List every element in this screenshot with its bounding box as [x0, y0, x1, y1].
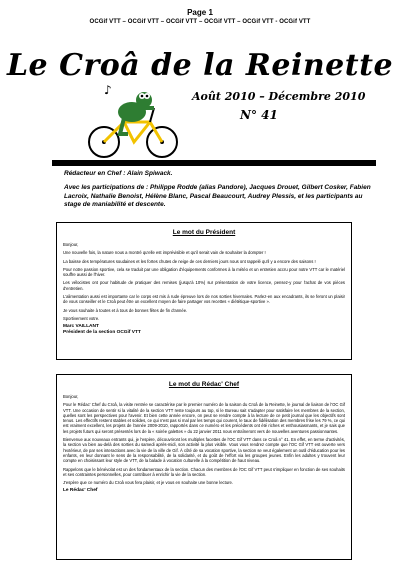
music-note-icon: ♪ [104, 83, 112, 97]
frog-cyclist-logo [84, 78, 184, 160]
issue-dates: Août 2010 – Décembre 2010 [192, 90, 366, 103]
header-divider [52, 160, 376, 166]
redac-message-title: Le mot du Rédac' Chef [168, 381, 240, 388]
president-message-body [57, 242, 351, 336]
president-message-title: Le mot du Président [172, 229, 236, 236]
newsletter-title: Le Croâ de la Reinette [6, 48, 394, 83]
paragraph: La baisse des températures soudaines et les fortes chutes de neige de ces derniers jours nous ont rappelé qu'il y a encore des saisons ! [63, 258, 316, 264]
president-message-box [56, 222, 352, 360]
club-tagline: OCGif VTT – OCGif VTT – OCGif VTT – OCGif VTT – OCGif VTT - OCGif VTT [89, 19, 311, 25]
redac-message-box [56, 374, 352, 560]
paragraph: Pour notre passion sportive, cela se traduit par une obligation d'équipements conformes à la météo et un entretien accru pour notre VTT car le matériel souffre aussi de l'hiver. [63, 266, 345, 278]
signature-name: Marc VAILLANT [63, 324, 99, 330]
paragraph: J'espère que ce numéro du Croâ vous fera plaisir, et je vous en souhaite une bonne lecture. [63, 480, 234, 486]
paragraph: Une nouvelle fois, la nature nous a montré qu'elle est imprévisible et qu'il serait vain de souhaiter la dompter ! [63, 250, 266, 256]
contributors-credit: Avec les participations de : Philippe Rodde (alias Pandore), Jacques Drouet, Gilbert Cosker, Fabien Lacroix, Nathalie Benoist, Hélène Blanc, Pascal Beaucourt, Audrey Plessis, et les participants au stage de maniabilité et descente. [64, 184, 371, 208]
paragraph: Les vélocistes ont pour habitude de pratiquer des remises (jusqu'à 10%) sur présentation de votre licence, pensez-y pour l'achat de vos pièces d'entretien. [63, 280, 345, 291]
signature-name: Le Rédac' Chef [63, 488, 98, 494]
paragraph: Pour le Rédac' Chef du Croâ, la visite rentrée se caractérise par le premier numéro de la saison du Croâ de la Reinette, le journal de liaison de l'OC Gif VTT. Une occasion de sentir si la vitalité de la section VTT reste toujours au top, si le Bureau sait s'adapter pour satisfaire les membres de la section, quelles sont les perspectives pour l'avenir. Et bien cette année encore, on peut se rendre compte à la lecture de ce petit journal que les objectifs sont tenus. Les effectifs restent stables et solides, ce qui n'est pas si mal par les temps qui courent, le taux de fidélisation des membres frise les 79 %, ce qui est vraiment excellent, les projets de l'année 2009-2010, rapportés dans ce numéro et les précédents ont été riches et enthousiasmants, et je sais que les projets futurs qui seront présentés lors de la « soirée galettes » du 22 janvier 2011 nous entraîneront vers de nouvelles aventures passionnantes. [63, 402, 345, 434]
paragraph: L'alimentation aussi est importante car le corps est mis à rude épreuve lors de nos sorties hivernales. Parlez-en aux encadrants, ils se feront un plaisir de vous conseiller et le Croâ peut être un excellent moyen de faire partager vos recettes « diététique-sportive ». [63, 294, 345, 305]
issue-number: N° 41 [240, 108, 278, 122]
editor-credit: Rédacteur en Chef : Alain Spiwack. [64, 170, 173, 177]
signature-role: Président de la section OCGif VTT [63, 330, 141, 336]
redac-message-body [57, 394, 351, 494]
paragraph: Rappelons que le bénévolat est un des fondamentaux de la section. Chacun des membres de l'OC Gif VTT peut s'impliquer en fonction de ses souhaits et ses contraintes personnelles, pour contribuer à enrichir la vie de la section. [63, 466, 345, 477]
paragraph: Bonjour, [63, 242, 79, 247]
paragraph: Sportivement votre. [63, 315, 100, 321]
paragraph: Bonjour, [63, 394, 79, 399]
page-number: Page 1 [187, 8, 213, 17]
paragraph: Bienvenue aux nouveaux entrants qui, je l'espère, découvriront les multiples facettes de l'OC Gif VTT dans ce Croâ n° 41. En effet, en terme d'activités, la section va bien au-delà des sorties du samedi après-midi, son activité la plus visible. Vous vous rendrez compte que l'OC Gif VTT est ouverte vers l'extérieur, de par ses interactions avec la vie de la ville de Gif. À côté de sa vocation sportive, la section se veut également un outil d'éducation pour les enfants, en leur donnant le sens de la responsabilité, de la solidarité, et du goût de l'effort via les groupes jeunes. Enfin les adultes y trouvent leur compte en choisissant leur style de VTT, de la balade à vocation culturelle à la compétition de haut niveau. [63, 437, 345, 464]
paragraph: Je vous souhaite à toutes et à tous de bonnes fêtes de fin d'année. [63, 307, 188, 313]
